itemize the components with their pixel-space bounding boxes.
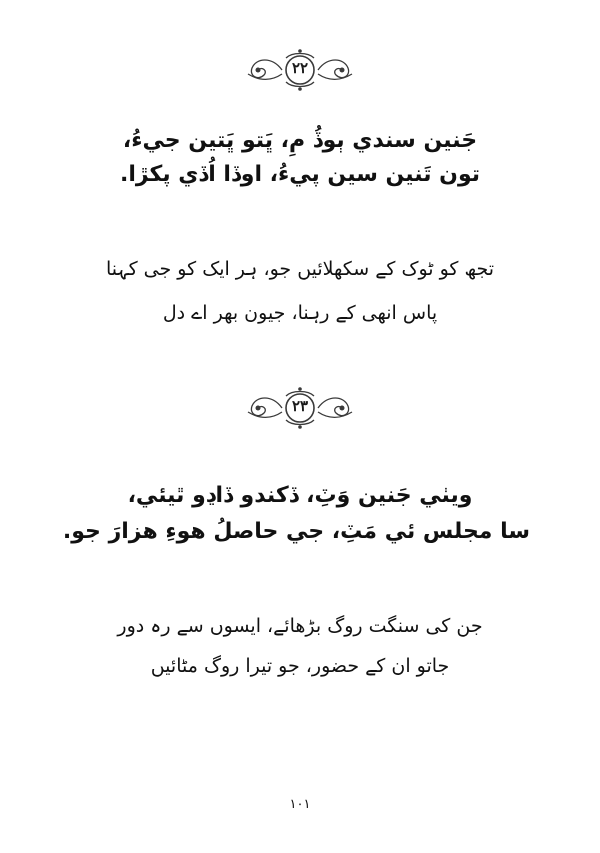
urdu-translation-line: تجھ کو ٹوک کے سکھلائیں جو، ہر ایک کو جی کہنا xyxy=(105,258,495,280)
urdu-translation-line: پاس انھی کے رہنا، جیون بھر اے دل xyxy=(162,302,438,324)
sindhi-verse-line: تون تَنين سين پيءُ، اوڏا اُڏي پکڙا. xyxy=(119,162,481,187)
verse-number: ۲۲ xyxy=(291,59,309,77)
sindhi-verse-line: جَنين سندي ٻوڏُ مِ، ڀَتو ڀَتين جيءُ، xyxy=(122,128,478,153)
verse-number-ornament xyxy=(242,48,358,92)
sindhi-verse-line: ويٺي جَنين وَٽِ، ڏکندو ڏاڍو ٿيئي، xyxy=(127,483,473,508)
urdu-translation-line: جن کی سنگت روگ بڑھائے، ایسوں سے رہ دور xyxy=(117,615,483,637)
page-number: ۱۰۱ xyxy=(289,797,311,812)
urdu-translation-line: جاتو ان کے حضور، جو تیرا روگ مٹائیں xyxy=(150,655,450,677)
sindhi-verse-line: سا مجلس ئي مَٽِ، جي حاصلُ هوءِ هزارَ جو. xyxy=(62,519,530,544)
verse-number: ۲۳ xyxy=(291,397,309,415)
verse-number-ornament xyxy=(242,386,358,430)
